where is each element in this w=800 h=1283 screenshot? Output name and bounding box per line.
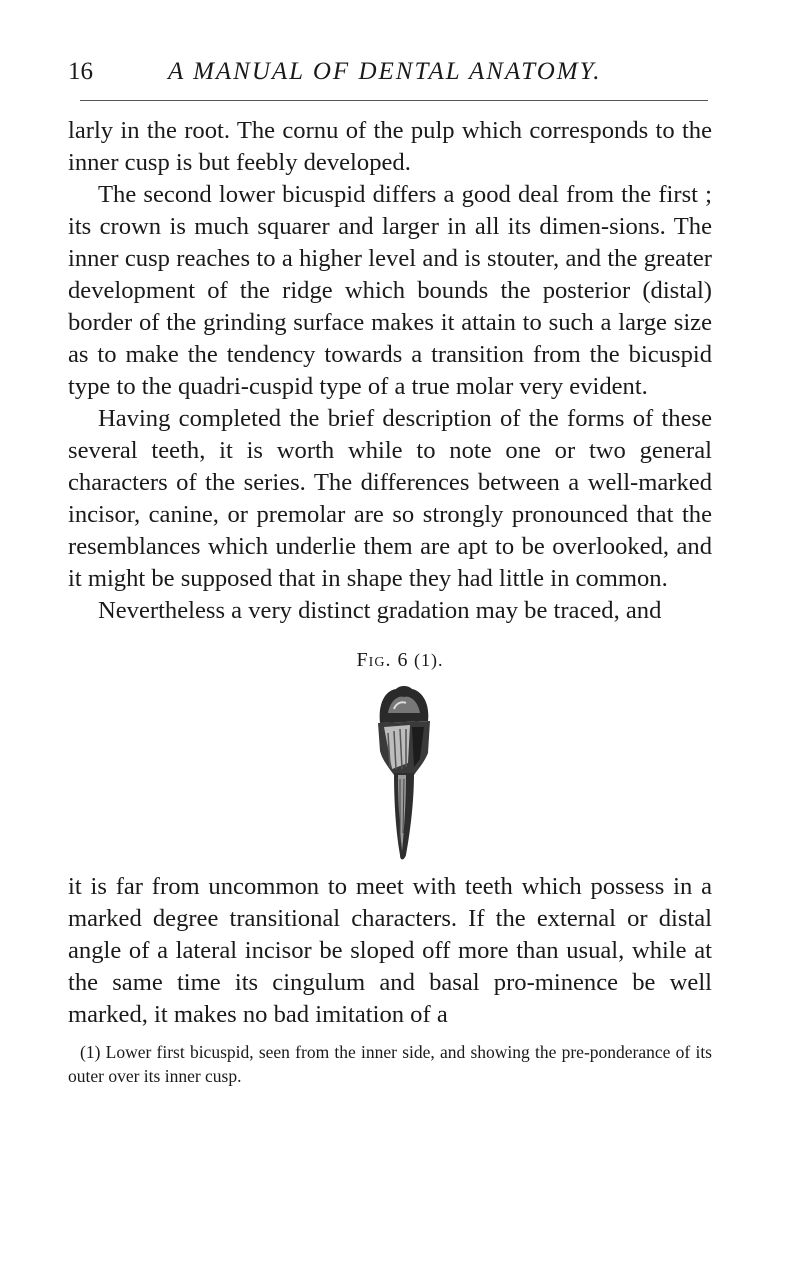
- header-rule: [80, 100, 708, 101]
- figure-label: Fig. 6: [356, 649, 409, 671]
- paragraph-2: The second lower bicuspid differs a good deal from the first ; its crown is much squarer and larger in all its dimen-sions. The inner cusp reaches to a higher level and is stouter, and the greater development of the ridge which bounds the posterior (distal) border of the grinding surface makes it attain to such a large size as to make the tendency towards a transition from the bicuspid type to the quadri-cuspid type of a true molar very evident.: [68, 181, 712, 400]
- paragraph-4: Nevertheless a very distinct gradation may be traced, and: [98, 597, 662, 624]
- paragraph-5: it is far from uncommon to meet with teeth which possess in a marked degree transitional characters. If the external or distal angle of a lateral incisor be sloped off more than usual, while at the same time its cingulum and basal pro-minence be well marked, it makes no bad imitation of a: [68, 873, 712, 1028]
- body-text-bottom: [68, 871, 712, 1031]
- body-text-top: [68, 115, 712, 627]
- tooth-illustration: [370, 683, 438, 863]
- paragraph-1: larly in the root. The cornu of the pulp which corresponds to the inner cusp is but feebly developed.: [68, 117, 712, 176]
- figure-caption: [0, 649, 800, 672]
- page-number: 16: [68, 58, 93, 85]
- running-title: A MANUAL OF DENTAL ANATOMY.: [168, 58, 602, 85]
- paragraph-3: Having completed the brief description of the forms of these several teeth, it is worth while to note one or two general characters of the series. The differences between a well-marked incisor, canine, or premolar are so strongly pronounced that the resemblances which underlie them are apt to be overlooked, and it might be supposed that in shape they had little in common.: [68, 405, 712, 592]
- page-header: [68, 58, 708, 94]
- figure-footnote-ref: (1).: [413, 650, 444, 670]
- footnote: (1) Lower first bicuspid, seen from the inner side, and showing the pre-ponderance of its outer over its inner cusp.: [68, 1042, 712, 1086]
